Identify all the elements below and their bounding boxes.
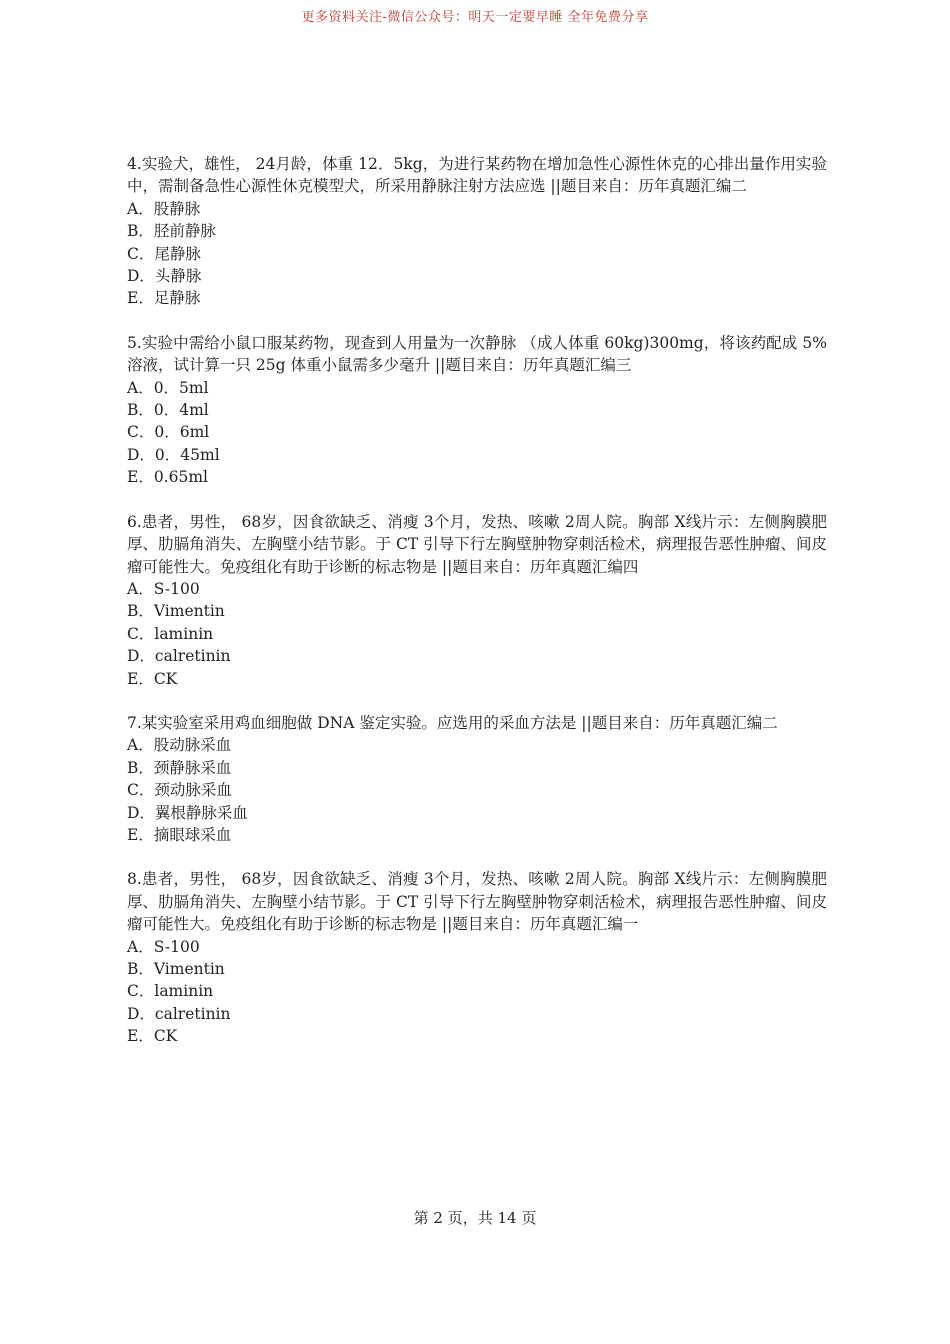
option-list — [127, 734, 827, 846]
option-d: D．头静脉 — [127, 267, 202, 286]
question-stem: 7.某实验室采用鸡血细胞做 DNA 鉴定实验。应选用的采血方法是 ||题目来自：历年真题汇编二 — [127, 713, 778, 732]
option-a: A．0．5ml — [127, 378, 209, 397]
option-a: A．S-100 — [127, 937, 200, 956]
option-d: D．翼根静脉采血 — [127, 803, 248, 822]
question-6 — [127, 511, 827, 690]
question-list — [127, 153, 827, 1070]
option-a: A．股静脉 — [127, 199, 201, 218]
question-8 — [127, 868, 827, 1047]
option-list — [127, 578, 827, 690]
option-d: D．0．45ml — [127, 445, 220, 464]
option-e: E．0.65ml — [127, 468, 208, 487]
option-a: A．股动脉采血 — [127, 736, 232, 755]
option-b: B．Vimentin — [127, 602, 225, 621]
question-stem: 4.实验犬，雄性， 24月龄，体重 12．5kg，为进行某药物在增加急性心源性休克的心排出量作用实验中，需制备急性心源性休克模型犬，所采用静脉注射方法应选 ||题目来自：历年真题汇编二 — [127, 155, 827, 196]
option-b: B．颈静脉采血 — [127, 758, 232, 777]
option-b: B．Vimentin — [127, 960, 225, 978]
option-c: C．laminin — [127, 624, 214, 643]
option-c: C．尾静脉 — [127, 244, 201, 263]
option-a: A．S-100 — [127, 579, 200, 598]
option-e: E．足静脉 — [127, 289, 201, 308]
option-e: E．摘眼球采血 — [127, 825, 232, 844]
question-stem: 8.患者，男性， 68岁，因食欲缺乏、消瘦 3个月，发热、咳嗽 2周人院。胸部 X线片示：左侧胸膜肥厚、肋膈角消失、左胸壁小结节影。于 CT 引导下行左胸壁肿物穿刺活检术，病理报告恶性肿瘤、间皮瘤可能性大。免疫组化有助于诊断的标志物是 ||题目来自：历年真题汇编一 — [127, 870, 827, 934]
question-stem: 6.患者，男性， 68岁，因食欲缺乏、消瘦 3个月，发热、咳嗽 2周人院。胸部 X线片示：左侧胸膜肥厚、肋膈角消失、左胸壁小结节影。于 CT 引导下行左胸壁肿物穿刺活检术，病理报告恶性肿瘤、间皮瘤可能性大。免疫组化有助于诊断的标志物是 ||题目来自：历年真题汇编四 — [127, 512, 827, 576]
option-e: E．CK — [127, 669, 178, 688]
header-banner: 更多资料关注-微信公众号：明天一定要早睡 全年免费分享 — [301, 10, 649, 25]
option-b: B．0．4ml — [127, 401, 209, 420]
option-d: D．calretinin — [127, 1004, 231, 1023]
option-c: C．颈动脉采血 — [127, 781, 232, 800]
question-4 — [127, 153, 827, 310]
question-stem: 5.实验中需给小鼠口服某药物，现查到人用量为一次静脉 （成人体重 60kg)300mg，将该药配成 5%溶液，试计算一只 25g 体重小鼠需多少毫升 ||题目来自：历年真题汇编三 — [127, 333, 827, 375]
option-e: E．CK — [127, 1027, 178, 1046]
question-7 — [127, 712, 827, 846]
option-c: C．laminin — [127, 982, 214, 1001]
option-c: C．0．6ml — [127, 423, 210, 442]
question-5 — [127, 332, 827, 489]
option-list — [127, 936, 827, 1048]
option-d: D．calretinin — [127, 647, 231, 666]
option-b: B．胫前静脉 — [127, 222, 216, 241]
page-number: 第 2 页，共 14 页 — [413, 1209, 537, 1227]
option-list — [127, 377, 827, 489]
option-list — [127, 198, 827, 310]
